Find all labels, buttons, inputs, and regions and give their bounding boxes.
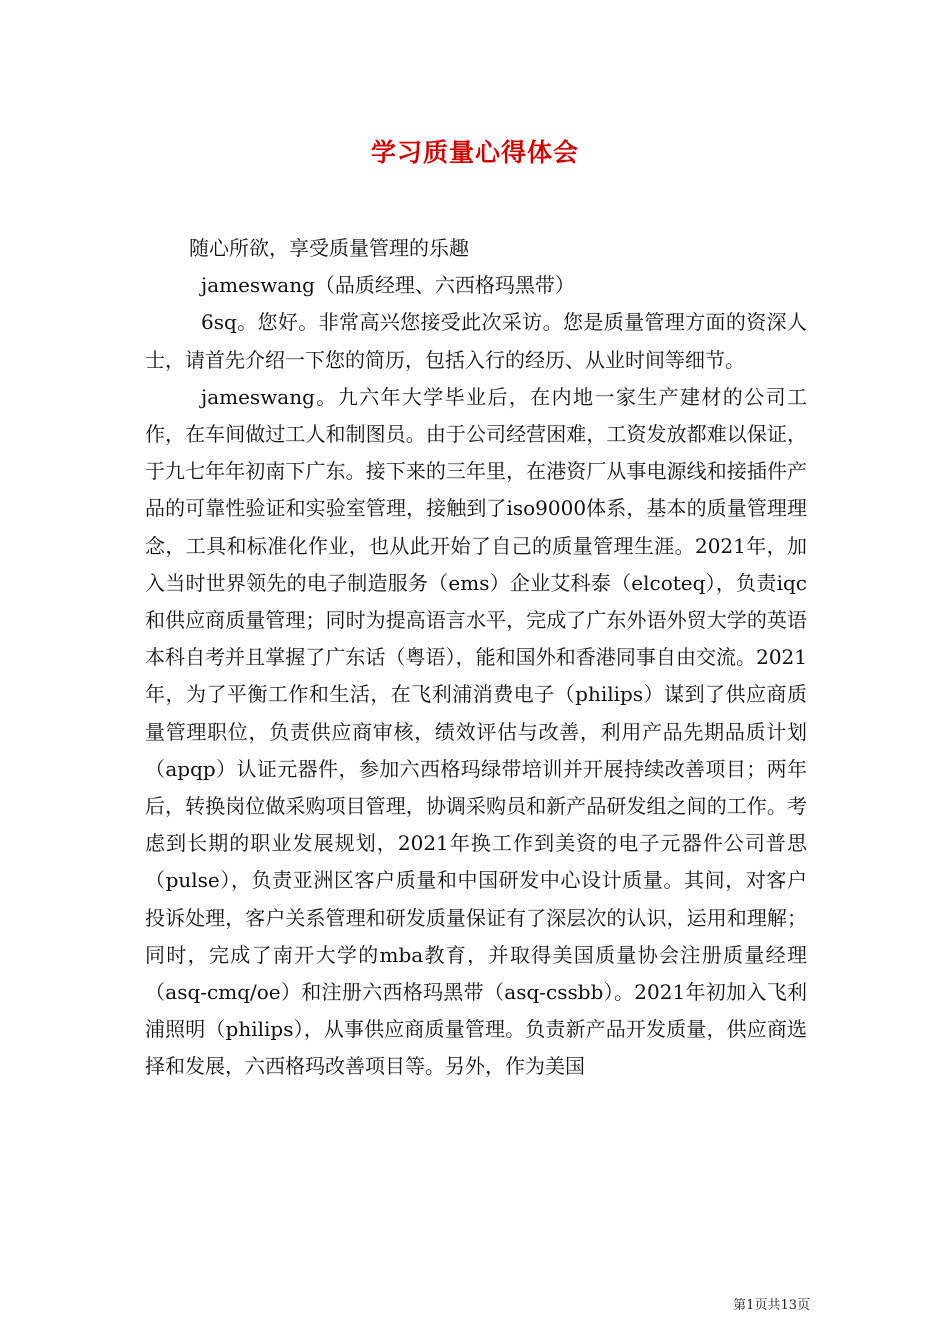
paragraph-question: 6sq。您好。非常高兴您接受此次采访。您是质量管理方面的资深人士，请首先介绍一下您的简历，包括入行的经历、从业时间等细节。: [145, 310, 807, 372]
paragraph-subtitle: 随心所欲，享受质量管理的乐趣: [189, 236, 469, 260]
document-body: [145, 230, 807, 1086]
paragraph-answer: jameswang。九六年大学毕业后，在内地一家生产建材的公司工作，在车间做过工人和制图员。由于公司经营困难，工资发放都难以保证，于九七年年初南下广东。接下来的三年里，在港资厂从事电源线和接插件产品的可靠性验证和实验室管理，接触到了iso9000体系，基本的质量管理理念，工具和标准化作业，也从此开始了自己的质量管理生涯。2021年，加入当时世界领先的电子制造服务（ems）企业艾科泰（elcoteq），负责iqc和供应商质量管理；同时为提高语言水平，完成了广东外语外贸大学的英语本科自考并且掌握了广东话（粤语），能和国外和香港同事自由交流。2021年，为了平衡工作和生活，在飞利浦消费电子（philips）谋到了供应商质量管理职位，负责供应商审核，绩效评估与改善，利用产品先期品质计划（apqp）认证元器件，参加六西格玛绿带培训并开展持续改善项目；两年后，转换岗位做采购项目管理，协调采购员和新产品研发组之间的工作。考虑到长期的职业发展规划，2021年换工作到美资的电子元器件公司普思（pulse），负责亚洲区客户质量和中国研发中心设计质量。其间，对客户投诉处理，客户关系管理和研发质量保证有了深层次的认识，运用和理解；同时，完成了南开大学的mba教育，并取得美国质量协会注册质量经理（asq-cmq/oe）和注册六西格玛黑带（asq-cssbb）。2021年初加入飞利浦照明（philips），从事供应商质量管理。负责新产品开发质量，供应商选择和发展，六西格玛改善项目等。另外，作为美国: [145, 384, 807, 1079]
document-title: 学习质量心得体会: [370, 138, 579, 167]
paragraph-author: jameswang（品质经理、六西格玛黑带）: [201, 273, 575, 298]
page-number: 第1页共13页: [733, 1298, 810, 1313]
